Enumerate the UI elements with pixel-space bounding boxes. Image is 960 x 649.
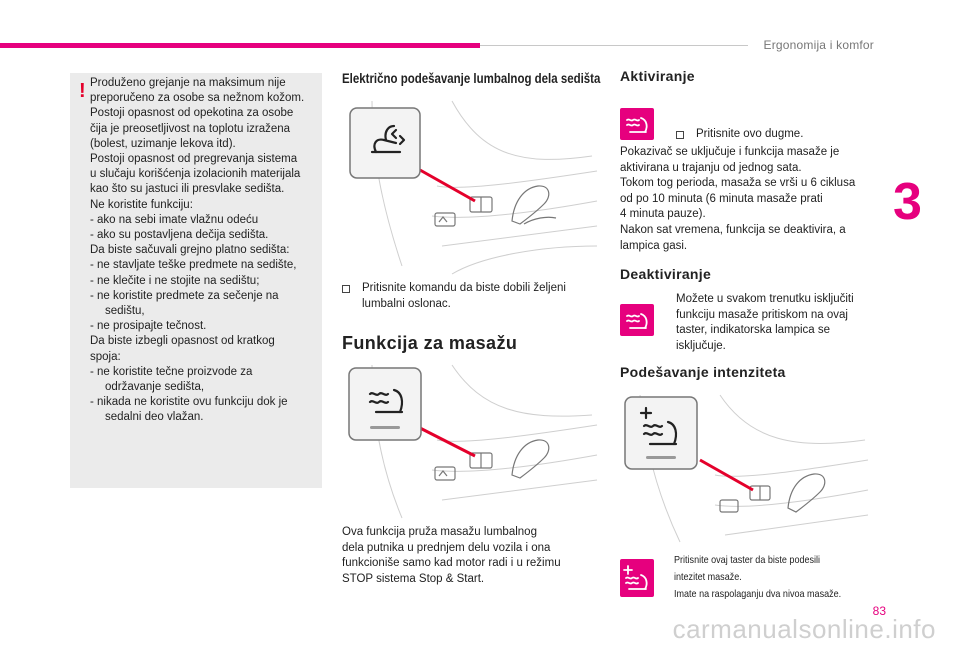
page-number: 83 xyxy=(872,604,886,618)
header-accent-bar xyxy=(0,43,480,48)
intensity-heading: Podešavanje intenziteta xyxy=(620,364,786,380)
header-rule xyxy=(480,45,748,46)
warning-line: sedalni deo vlažan. xyxy=(105,411,204,424)
deactivation-description-line: taster, indikatorska lampica se xyxy=(676,324,831,337)
intensity-button-icon xyxy=(620,559,654,597)
activation-description-line: Pokazivač se uključuje i funkcija masaže je xyxy=(620,146,840,158)
massage-button-icon xyxy=(620,108,654,140)
warning-line: - nikada ne koristite ovu funkciju dok je xyxy=(90,396,288,409)
lumbar-instruction-line: lumbalni oslonac. xyxy=(362,297,451,310)
activation-heading: Aktiviranje xyxy=(620,68,695,84)
warning-text xyxy=(90,76,322,426)
activation-instruction-text: Pritisnite ovo dugme. xyxy=(696,128,804,141)
massage-description-line: dela putnika u prednjem delu vozila i ona xyxy=(342,541,551,554)
warning-line: - ne koristite predmete za sečenje na xyxy=(90,289,279,302)
bullet-square-icon xyxy=(342,285,350,293)
massage-description-line: STOP sistema Stop & Start. xyxy=(342,572,485,585)
warning-line: Da biste sačuvali grejno platno sedišta: xyxy=(90,244,290,257)
massage-seat-illustration xyxy=(342,360,600,520)
intensity-note-line: Pritisnite ovaj taster da biste podesili xyxy=(674,554,821,566)
activation-description xyxy=(620,145,855,254)
warning-line: Postoji opasnost od opekotina za osobe xyxy=(90,107,294,120)
activation-description-line: lampica gasi. xyxy=(620,239,688,252)
activation-description-line: aktivirana u trajanju od jednog sata. xyxy=(620,161,802,174)
massage-description-line: funkcioniše samo kad motor radi i u režimu xyxy=(342,557,561,570)
warning-line: - ako su postavljena dečija sedišta. xyxy=(90,229,269,242)
warning-line: - ne koristite tečne proizvode za xyxy=(90,365,253,378)
warning-line: Ne koristite funkciju: xyxy=(90,198,193,211)
warning-line: (bolest, uzimanje lekova itd). xyxy=(90,137,236,150)
deactivation-description-line: funkciju masaže pritiskom na ovaj xyxy=(676,308,848,321)
lumbar-heading: Električno podešavanje lumbalnog dela sedišta xyxy=(342,70,601,86)
warning-line: - ne prosipajte tečnost. xyxy=(90,320,207,333)
chapter-number: 3 xyxy=(893,173,922,231)
warning-line: Postoji opasnost od pregrevanja sistema xyxy=(90,153,298,166)
bullet-square-icon xyxy=(676,131,684,139)
lumbar-instruction-line: Pritisnite komandu da biste dobili željeni xyxy=(362,282,566,294)
activation-instruction xyxy=(676,127,960,143)
warning-mark-icon: ! xyxy=(79,80,86,102)
warning-line: - ako na sebi imate vlažnu odeću xyxy=(90,213,259,226)
warning-line: sedištu, xyxy=(105,305,145,318)
massage-heading: Funkcija za masažu xyxy=(342,333,518,353)
intensity-note-line: Imate na raspolaganju dva nivoa masaže. xyxy=(674,588,842,600)
massage-button-icon xyxy=(620,304,654,336)
activation-description-line: Nakon sat vremena, funkcija se deaktivira, a xyxy=(620,223,846,236)
warning-line: - ne klečite i ne stojite na sedištu; xyxy=(90,274,260,287)
deactivation-description-line: isključuje. xyxy=(676,339,726,352)
warning-line: kao što su jastuci ili presvlake sedišta. xyxy=(90,183,285,196)
deactivation-description-line: Možete u svakom trenutku isključiti xyxy=(676,293,854,305)
deactivation-description xyxy=(676,292,854,354)
section-title: Ergonomija i komfor xyxy=(763,38,874,52)
activation-description-line: Tokom tog perioda, masaža se vrši u 6 ciklusa xyxy=(620,177,856,190)
warning-line: Da biste izbegli opasnost od kratkog xyxy=(90,335,275,348)
watermark: carmanualsonline.info xyxy=(672,614,936,644)
warning-line: spoja: xyxy=(90,350,121,363)
massage-description-line: Ova funkcija pruža masažu lumbalnog xyxy=(342,526,537,538)
activation-description-line: od po 10 minuta (6 minuta masaže prati xyxy=(620,192,823,205)
warning-line: - ne stavljate teške predmete na sedište, xyxy=(90,259,297,272)
warning-line: u slučaju korišćenja izolacionih materijala xyxy=(90,168,301,181)
intensity-seat-illustration xyxy=(620,390,870,545)
lumbar-seat-illustration xyxy=(342,96,600,276)
deactivation-heading: Deaktiviranje xyxy=(620,266,712,282)
intensity-note-line: intezitet masaže. xyxy=(674,571,742,583)
warning-line: čija je preosetljivost na toplotu izražena xyxy=(90,122,291,135)
warning-line: održavanje sedišta, xyxy=(105,381,205,394)
warning-line: Produženo grejanje na maksimum nije xyxy=(90,77,286,89)
intensity-note xyxy=(674,552,841,603)
massage-description xyxy=(342,525,561,587)
warning-line: preporučeno za osobe sa nežnom kožom. xyxy=(90,92,305,105)
activation-description-line: 4 minuta pauze). xyxy=(620,208,706,221)
lumbar-instruction xyxy=(342,281,622,312)
